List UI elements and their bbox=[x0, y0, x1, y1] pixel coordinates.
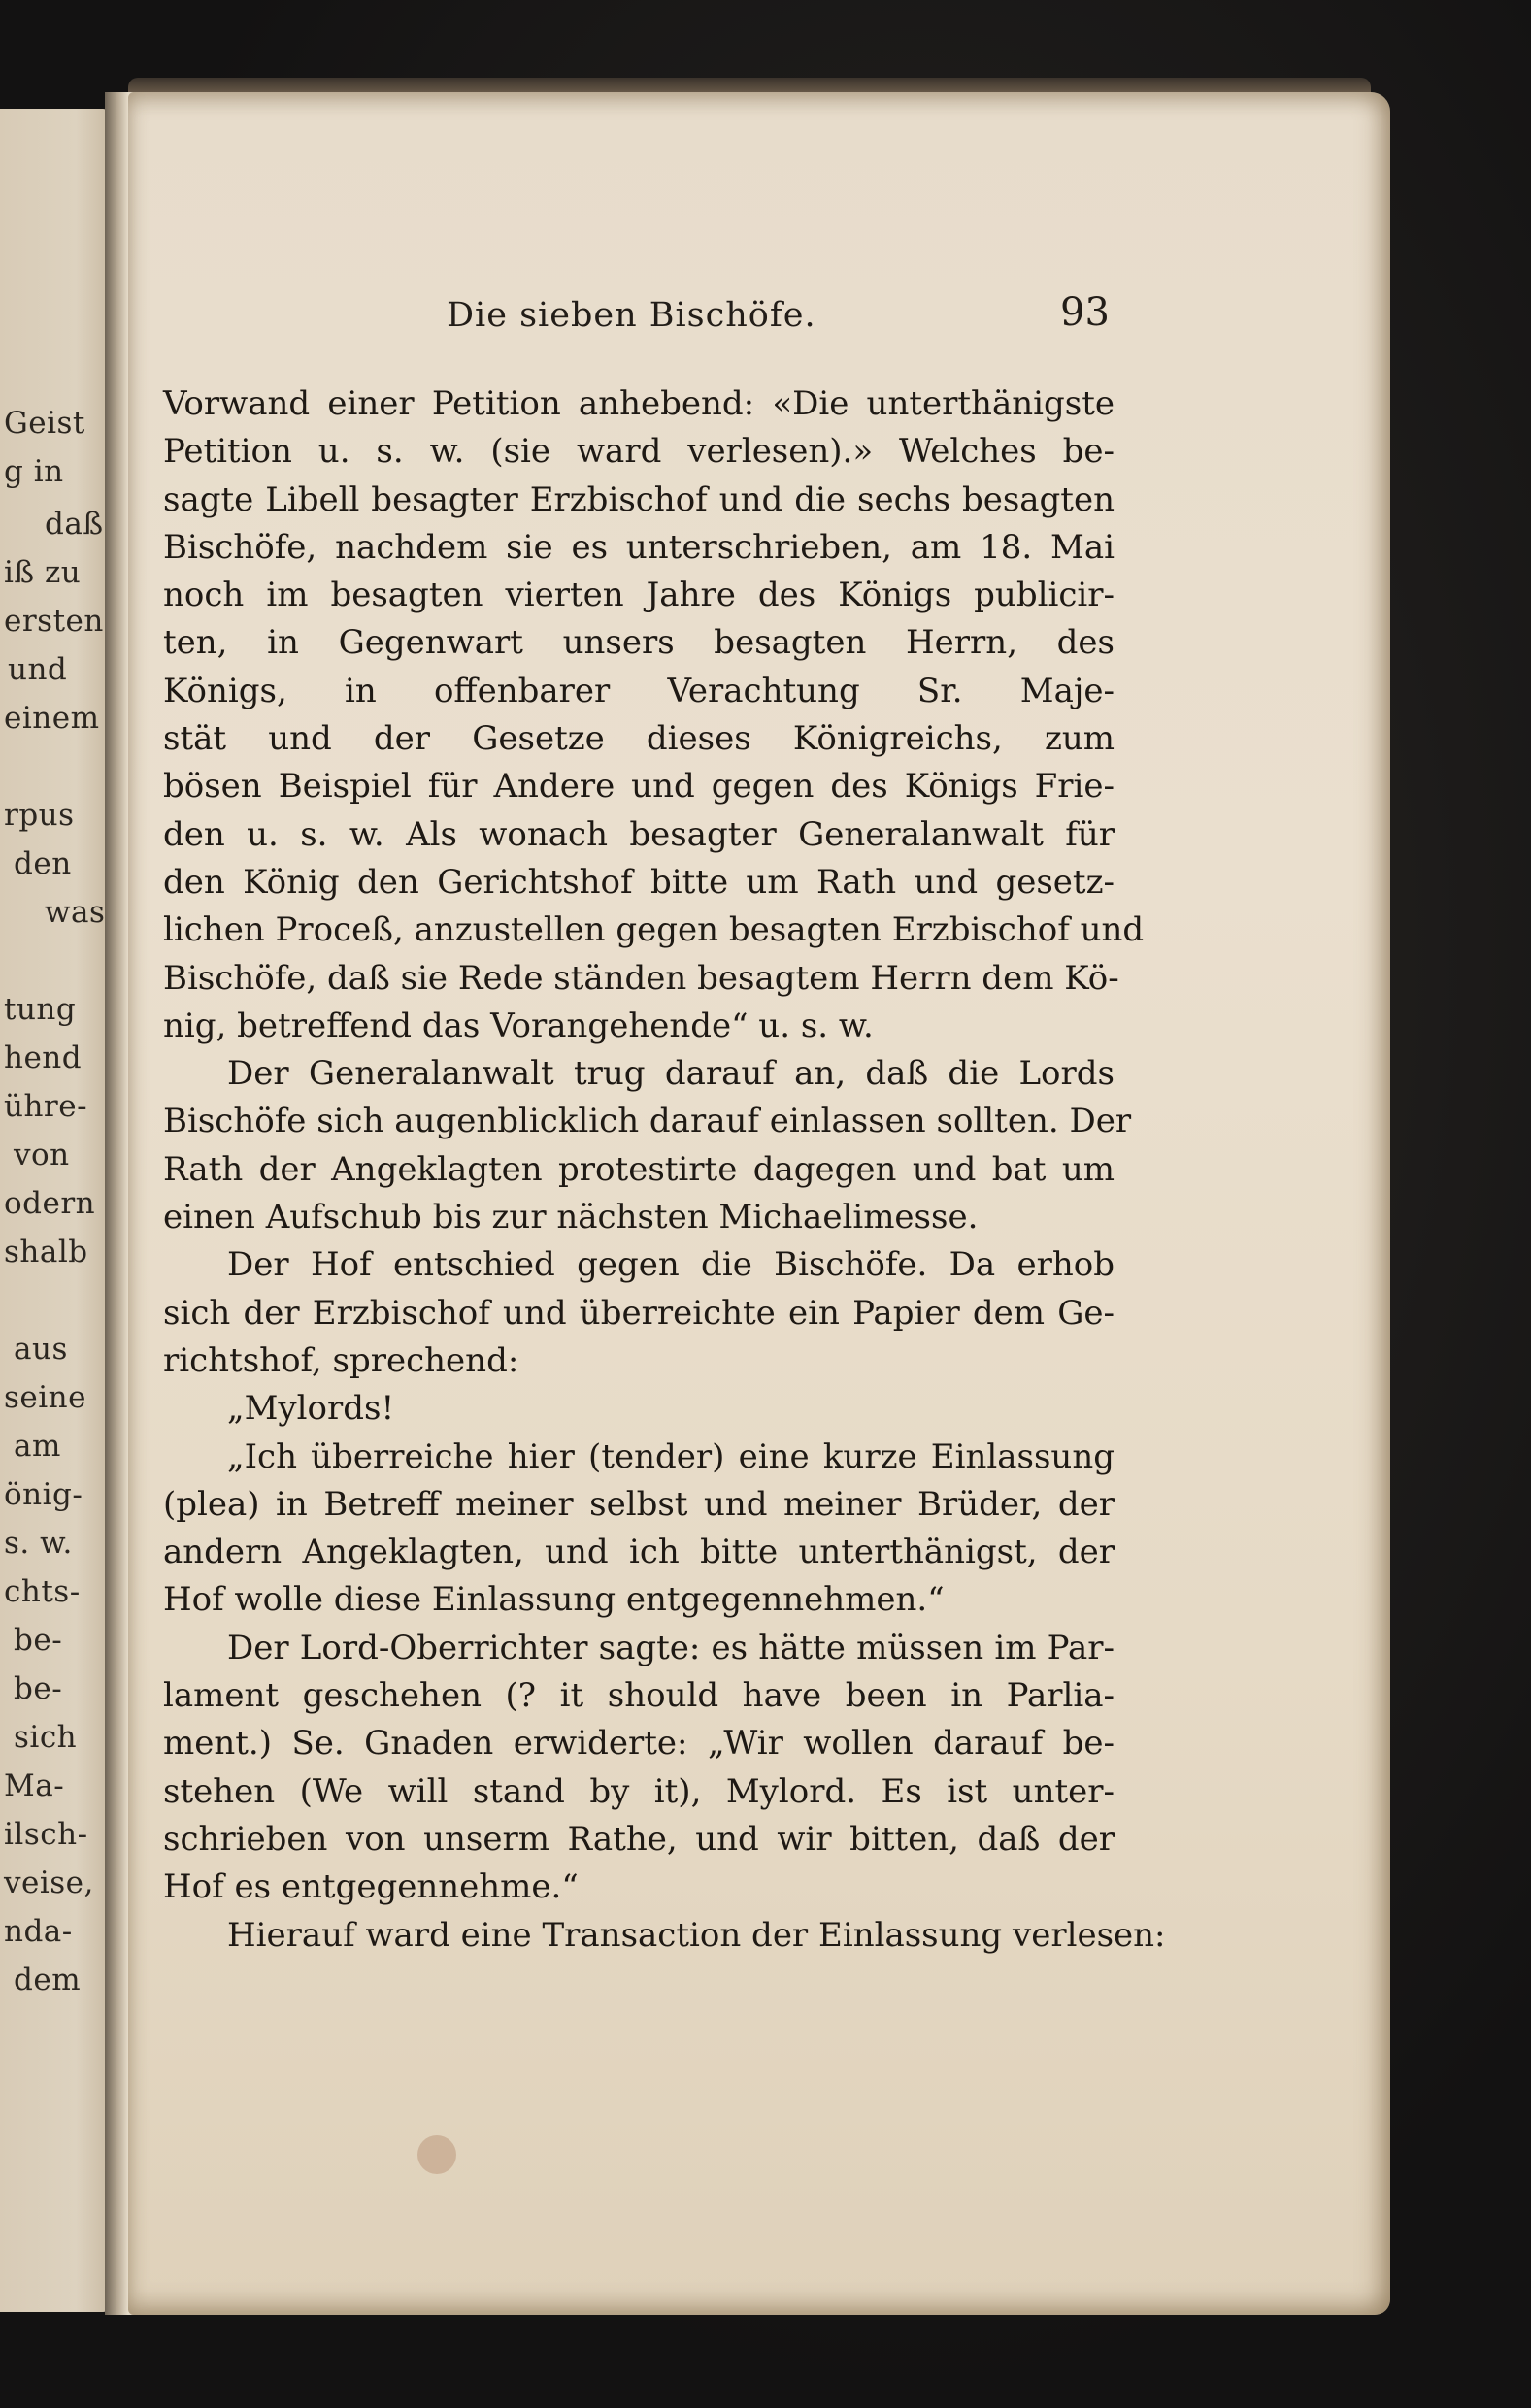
left-fragment: odern bbox=[4, 1186, 96, 1221]
text-line: den u. s. w. Als wonach besagter Generalanwalt für bbox=[163, 814, 1115, 854]
text-line: nig, betreffend das Vorangehende“ u. s. w. bbox=[163, 1006, 874, 1045]
left-fragment: den bbox=[14, 846, 72, 881]
left-fragment: önig- bbox=[4, 1477, 83, 1512]
left-fragment: aus bbox=[14, 1332, 68, 1367]
text-line: lichen Proceß, anzustellen gegen besagten Erzbischof und bbox=[163, 910, 1145, 950]
text-line: Bischöfe, nachdem sie es unterschrieben, am 18. Mai bbox=[163, 527, 1115, 567]
text-line: Petition u. s. w. (sie ward verlesen).» Welches be- bbox=[163, 432, 1115, 472]
left-fragment: ühre- bbox=[4, 1089, 88, 1124]
left-fragment: seine bbox=[4, 1380, 86, 1415]
left-fragment: dem bbox=[14, 1963, 82, 1997]
left-fragment: einem bbox=[4, 701, 100, 736]
text-line: ment.) Se. Gnaden erwiderte: „Wir wollen darauf be- bbox=[163, 1724, 1115, 1764]
text-line: einen Aufschub bis zur nächsten Michaelimesse. bbox=[163, 1198, 979, 1237]
left-fragment: tung bbox=[4, 992, 77, 1027]
left-fragment: be- bbox=[14, 1623, 63, 1658]
text-line: ten, in Gegenwart unsers besagten Herrn, des bbox=[163, 623, 1115, 663]
text-line: schrieben von unserm Rathe, und wir bitten, daß der bbox=[163, 1819, 1115, 1859]
left-fragment: daß bbox=[45, 507, 104, 542]
text-line: noch im besagten vierten Jahre des Königs publicir- bbox=[163, 576, 1115, 615]
left-fragment: sich bbox=[14, 1720, 78, 1755]
text-line: Der Hof entschied gegen die Bischöfe. Da erhob bbox=[227, 1245, 1115, 1285]
running-title: Die sieben Bischöfe. bbox=[447, 296, 816, 335]
left-fragment: veise, bbox=[4, 1865, 94, 1900]
left-fragment: von bbox=[14, 1138, 70, 1172]
left-fragment: ersten bbox=[4, 604, 104, 639]
left-fragment: hend bbox=[4, 1040, 83, 1075]
text-line: den König den Gerichtshof bitte um Rath und gesetz- bbox=[163, 862, 1115, 902]
paper-stain bbox=[417, 2135, 456, 2174]
text-line: stehen (We will stand by it), Mylord. Es ist unter- bbox=[163, 1771, 1115, 1811]
text-line: „Mylords! bbox=[227, 1389, 395, 1429]
left-fragment: am bbox=[14, 1429, 61, 1464]
left-fragment: nda- bbox=[4, 1914, 73, 1949]
text-line: sich der Erzbischof und überreichte ein Papier dem Ge- bbox=[163, 1293, 1115, 1333]
text-line: Hierauf ward eine Transaction der Einlassung verlesen: bbox=[227, 1915, 1166, 1955]
left-fragment: chts- bbox=[4, 1574, 81, 1609]
left-fragment: was bbox=[45, 895, 106, 930]
text-line: sagte Libell besagter Erzbischof und die sechs besagten bbox=[163, 479, 1115, 519]
page-number: 93 bbox=[1060, 290, 1110, 335]
left-fragment: Geist bbox=[4, 406, 85, 441]
text-line: (plea) in Betreff meiner selbst und meiner Brüder, der bbox=[163, 1484, 1115, 1524]
left-fragment: iß zu bbox=[4, 555, 82, 590]
left-fragment: shalb bbox=[4, 1235, 88, 1270]
text-line: Vorwand einer Petition anhebend: «Die unterthänigste bbox=[163, 384, 1115, 423]
text-line: Der Lord-Oberrichter sagte: es hätte müssen im Par- bbox=[227, 1628, 1115, 1667]
text-line: Königs, in offenbarer Verachtung Sr. Maje- bbox=[163, 671, 1115, 710]
left-fragment: Ma- bbox=[4, 1768, 65, 1803]
text-line: Der Generalanwalt trug darauf an, daß die Lords bbox=[227, 1054, 1115, 1094]
text-line: Bischöfe, daß sie Rede ständen besagtem Herrn dem Kö- bbox=[163, 958, 1119, 998]
text-line: stät und der Gesetze dieses Königreichs, zum bbox=[163, 719, 1115, 759]
body-text bbox=[163, 380, 1166, 1960]
text-line: Rath der Angeklagten protestirte dagegen und bat um bbox=[163, 1149, 1115, 1189]
left-fragment: be- bbox=[14, 1671, 63, 1706]
text-line: Bischöfe sich augenblicklich darauf einlassen sollten. Der bbox=[163, 1102, 1132, 1141]
left-fragment: s. w. bbox=[4, 1526, 73, 1561]
text-line: „Ich überreiche hier (tender) eine kurze Einlassung bbox=[227, 1436, 1115, 1476]
text-line: richtshof, sprechend: bbox=[163, 1340, 519, 1380]
left-fragment: ilsch- bbox=[4, 1817, 88, 1852]
text-line: Hof es entgegennehme.“ bbox=[163, 1867, 579, 1907]
text-line: lament geschehen (? it should have been in Parlia- bbox=[163, 1676, 1115, 1716]
left-fragment: rpus bbox=[4, 798, 75, 833]
left-fragment: und bbox=[8, 652, 68, 687]
text-line: Hof wolle diese Einlassung entgegennehmen.“ bbox=[163, 1580, 945, 1620]
page-header bbox=[447, 290, 1126, 354]
left-page-edge bbox=[0, 109, 109, 2312]
left-fragment: g in bbox=[4, 454, 64, 489]
text-line: andern Angeklagten, und ich bitte unterthänigst, der bbox=[163, 1533, 1115, 1572]
text-line: bösen Beispiel für Andere und gegen des Königs Frie- bbox=[163, 767, 1115, 807]
